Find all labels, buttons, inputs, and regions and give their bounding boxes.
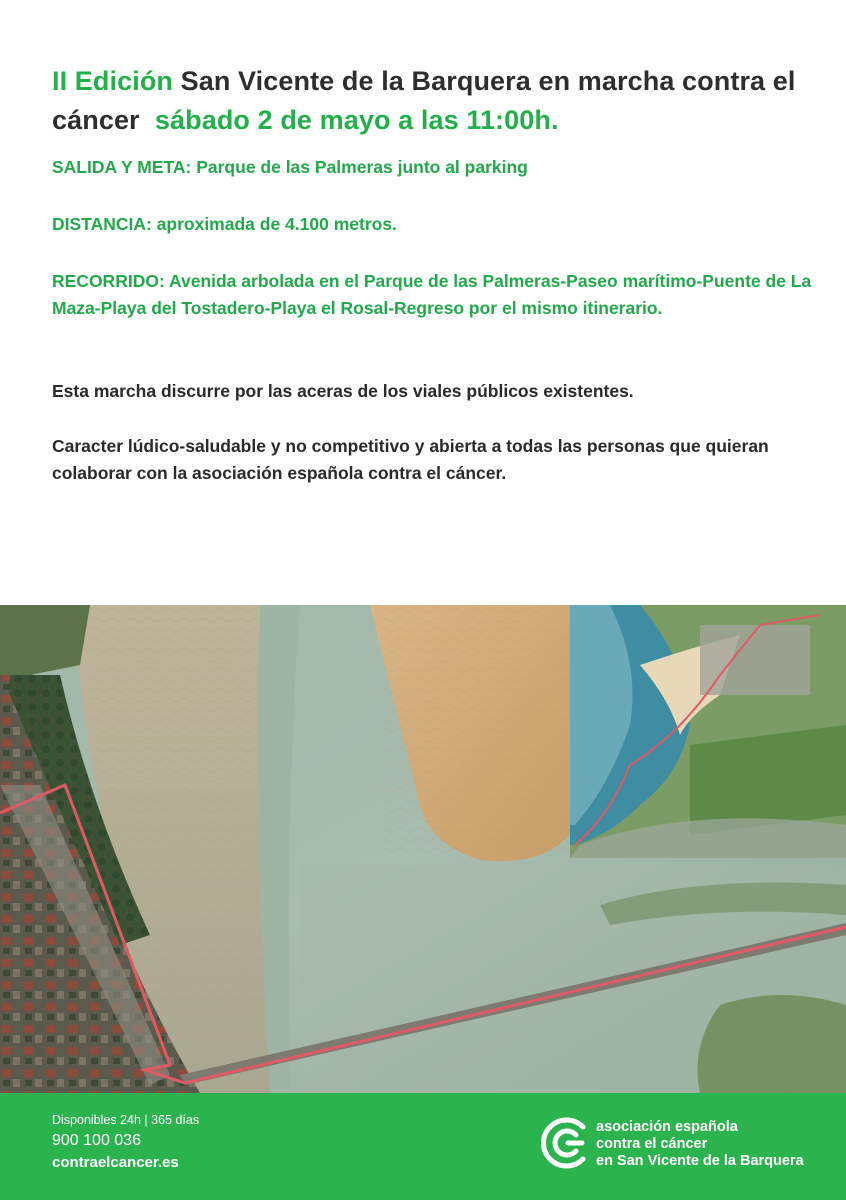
availability-text: Disponibles 24h | 365 días (52, 1113, 200, 1127)
website-link[interactable]: contraelcancer.es (52, 1154, 179, 1171)
character-note: Caracter lúdico-saludable y no competitivo y abierta a todas las personas que quieran colaborar con la asociación española contra el cáncer. (52, 436, 769, 483)
poster-text (52, 62, 812, 487)
start-finish-info: SALIDA Y META: Parque de las Palmeras junto al parking (52, 157, 528, 177)
org-line-2: contra el cáncer (596, 1136, 708, 1152)
route-info: RECORRIDO: Avenida arbolada en el Parque de las Palmeras-Paseo marítimo-Puente de La Maza-Playa del Tostadero-Playa el Rosal-Regreso por el mismo itinerario. (52, 271, 812, 318)
edition-label: II Edición (52, 66, 174, 96)
distance-info: DISTANCIA: aproximada de 4.100 metros. (52, 214, 397, 234)
event-name: San Vicente de la Barquera en marcha contra el cáncer (52, 66, 796, 135)
page-title (52, 62, 812, 140)
sidewalk-note: Esta marcha discurre por las aceras de los viales públicos existentes. (52, 381, 634, 401)
contact-info (52, 1111, 199, 1174)
footer (0, 1093, 846, 1200)
organization-name (596, 1119, 804, 1170)
route-map (0, 605, 846, 1093)
org-line-1: asociación española (596, 1119, 738, 1135)
event-date: sábado 2 de mayo a las 11:00h. (154, 105, 559, 135)
aecc-logo-icon (538, 1115, 594, 1171)
phone-number[interactable]: 900 100 036 (52, 1132, 141, 1149)
aerial-map-image (0, 605, 846, 1093)
org-line-3: en San Vicente de la Barquera (596, 1153, 804, 1169)
inset-map (570, 605, 846, 858)
